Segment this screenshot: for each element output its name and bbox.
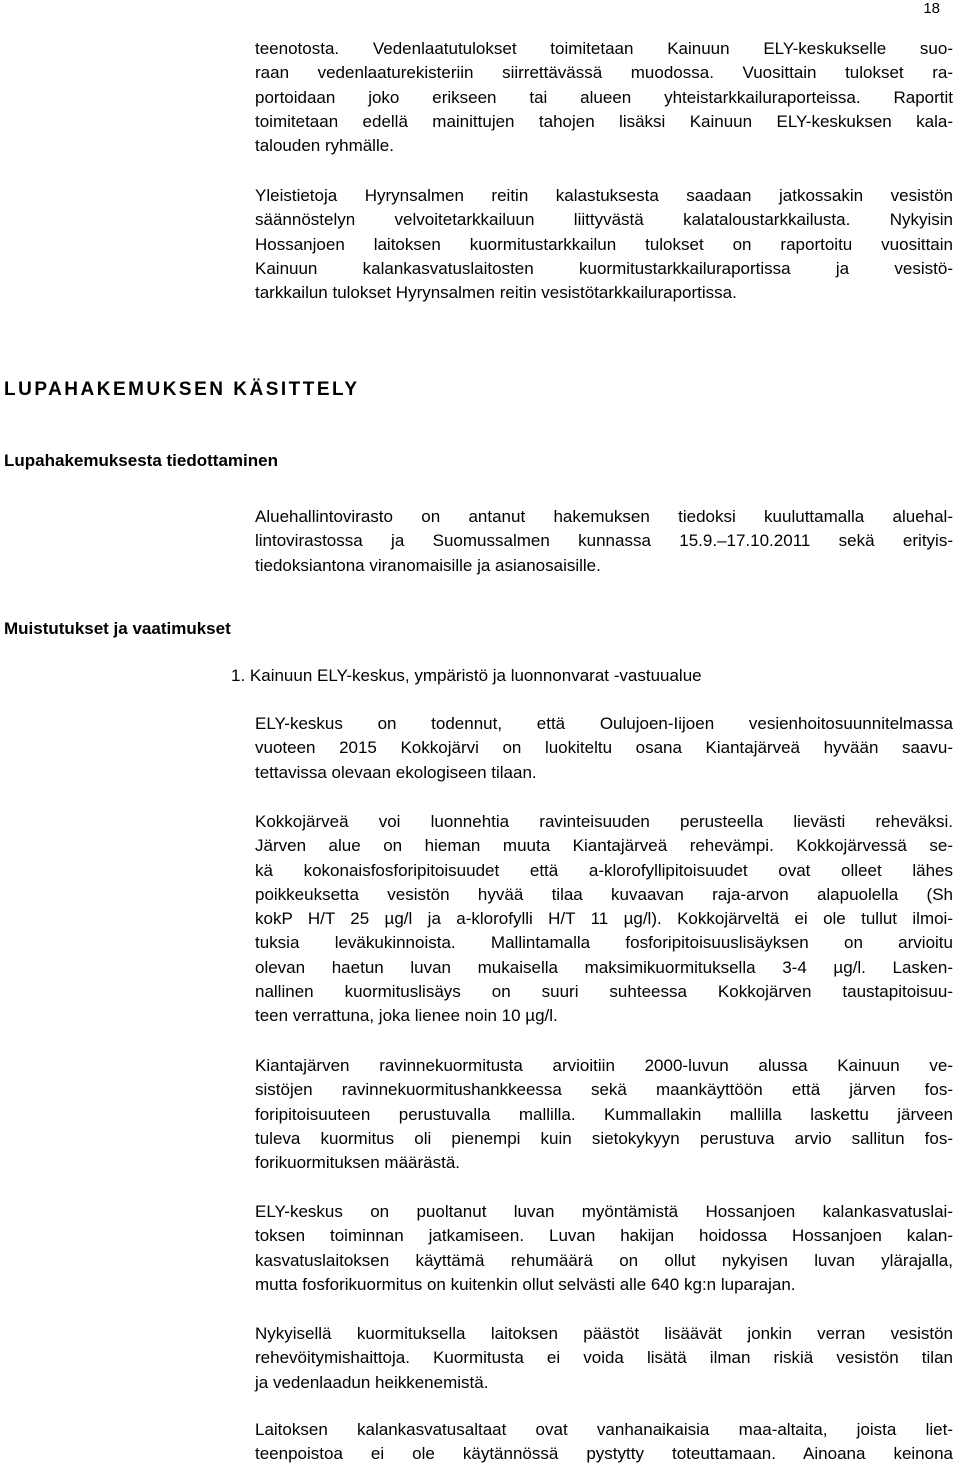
text-line: säännöstelyn velvoitetarkkailuun liittyvästä kalataloustarkkailusta. Nykyisin — [255, 210, 953, 230]
intro-paragraph-2 — [255, 184, 953, 305]
text-line: raan vedenlaaturekisteriin siirrettävässä muodossa. Vuosittain tulokset ra- — [255, 63, 953, 83]
text-line: tuksia leväkukinnoista. Mallintamalla fosforipitoisuuslisäyksen on arvioitu — [255, 933, 953, 953]
text-line: olevan haetun luvan mukaisella maksimikuormituksella 3-4 µg/l. Lasken- — [255, 957, 953, 977]
text-line: ELY-keskus on todennut, että Oulujoen-Iijoen vesienhoitosuunnitelmassa — [255, 714, 953, 733]
text-line: toimitetaan edellä mainittujen tahojen lisäksi Kainuun ELY-keskuksen kala- — [255, 111, 953, 131]
text-line: tettavissa olevaan ekologiseen tilaan. — [255, 762, 537, 782]
item1-paragraph-6 — [255, 1418, 953, 1467]
text-line: tarkkailun tulokset Hyrynsalmen reitin vesistötarkkailuraportissa. — [255, 283, 737, 303]
text-line: Nykyisellä kuormituksella laitoksen päästöt lisäävät jonkin verran vesistön — [255, 1324, 953, 1343]
text-line: vuoteen 2015 Kokkojärvi on luokiteltu osana Kiantajärveä hyvään saavu- — [255, 738, 953, 758]
announcement-heading: Lupahakemuksesta tiedottaminen — [4, 451, 278, 470]
text-line: sistöjen ravinnekuormitushankkeessa sekä maankäyttöön että järven fos- — [255, 1080, 953, 1100]
section-heading: LUPAHAKEMUKSEN KÄSITTELY — [4, 379, 360, 400]
text-line: Järven alue on hieman muuta Kiantajärveä rehevämpi. Kokkojärvessä se- — [255, 836, 953, 856]
text-line: portoidaan joko erikseen tai alueen yhteistarkkailuraporteissa. Raportit — [255, 87, 953, 107]
text-line: kasvatuslaitoksen käyttämä rehumäärä on ollut nykyisen luvan ylärajalla, — [255, 1250, 953, 1270]
text-line: toksen toiminnan jatkamiseen. Luvan hakijan hoidossa Hossanjoen kalan- — [255, 1226, 953, 1246]
text-line: mutta fosforikuormitus on kuitenkin ollut selvästi alle 640 kg:n luparajan. — [255, 1274, 796, 1294]
item1-paragraph-1 — [255, 712, 953, 785]
text-line: ja vedenlaadun heikkenemistä. — [255, 1372, 489, 1392]
intro-paragraph-1 — [255, 37, 953, 158]
text-line: Hossanjoen laitoksen kuormitustarkkailun tulokset on raportoitu vuosittain — [255, 234, 953, 254]
text-line: teenotosta. Vedenlaatutulokset toimitetaan Kainuun ELY-keskukselle suo- — [255, 39, 953, 58]
item1-paragraph-4 — [255, 1200, 953, 1297]
objections-heading: Muistutukset ja vaatimukset — [4, 619, 231, 638]
text-line: tiedoksiantona viranomaisille ja asianosaisille. — [255, 555, 601, 575]
text-line: Laitoksen kalankasvatusaltaat ovat vanhanaikaisia maa-altaita, joista liet- — [255, 1420, 953, 1439]
text-line: Aluehallintovirasto on antanut hakemuksen tiedoksi kuuluttamalla aluehal- — [255, 507, 953, 526]
text-line: Kiantajärven ravinnekuormitusta arvioitiin 2000-luvun alussa Kainuun ve- — [255, 1056, 953, 1075]
text-line: foripitoisuuteen perustuvalla mallilla. Kummallakin mallilla laskettu järveen — [255, 1104, 953, 1124]
text-line: tuleva kuormitus oli pienempi kuin sietokykyyn perustuva arvio sallitun fos- — [255, 1128, 953, 1148]
text-line: teen verrattuna, joka lienee noin 10 µg/l. — [255, 1006, 558, 1026]
objection-item-title: 1. Kainuun ELY-keskus, ympäristö ja luonnonvarat -vastuualue — [231, 666, 702, 685]
text-line: Kainuun kalankasvatuslaitosten kuormitustarkkailuraportissa ja vesistö- — [255, 258, 953, 278]
text-line: rehevöitymishaittoja. Kuormitusta ei voida lisätä ilman riskiä vesistön tilan — [255, 1348, 953, 1368]
text-line: nallinen kuormituslisäys on suuri suhteessa Kokkojärven taustapitoisuu- — [255, 982, 953, 1002]
text-line: forikuormituksen määrästä. — [255, 1153, 461, 1173]
text-line: Yleistietoja Hyrynsalmen reitin kalastuksesta saadaan jatkossakin vesistön — [255, 186, 953, 205]
text-line: poikkeuksetta vesistön hyvää tilaa kuvaavan raja-arvon alapuolella (Sh — [255, 884, 953, 904]
text-line: talouden ryhmälle. — [255, 136, 394, 156]
item1-paragraph-5 — [255, 1322, 953, 1395]
announcement-paragraph — [255, 505, 953, 578]
item1-paragraph-2 — [255, 810, 953, 1029]
page-number: 18 — [923, 0, 940, 17]
text-line: kä kokonaisfosforipitoisuudet että a-klorofyllipitoisuudet ovat olleet lähes — [255, 860, 953, 880]
text-line: teenpoistoa ei ole käytännössä pystytty toteuttamaan. Ainoana keinona — [255, 1444, 953, 1464]
text-line: lintovirastossa ja Suomussalmen kunnassa 15.9.–17.10.2011 sekä erityis- — [255, 531, 953, 551]
text-line: kokP H/T 25 µg/l ja a-klorofylli H/T 11 µg/l). Kokkojärveltä ei ole tullut ilmoi- — [255, 909, 953, 929]
text-line: Kokkojärveä voi luonnehtia ravinteisuuden perusteella lievästi reheväksi. — [255, 812, 953, 831]
item1-paragraph-3 — [255, 1054, 953, 1175]
text-line: ELY-keskus on puoltanut luvan myöntämistä Hossanjoen kalankasvatuslai- — [255, 1202, 953, 1221]
